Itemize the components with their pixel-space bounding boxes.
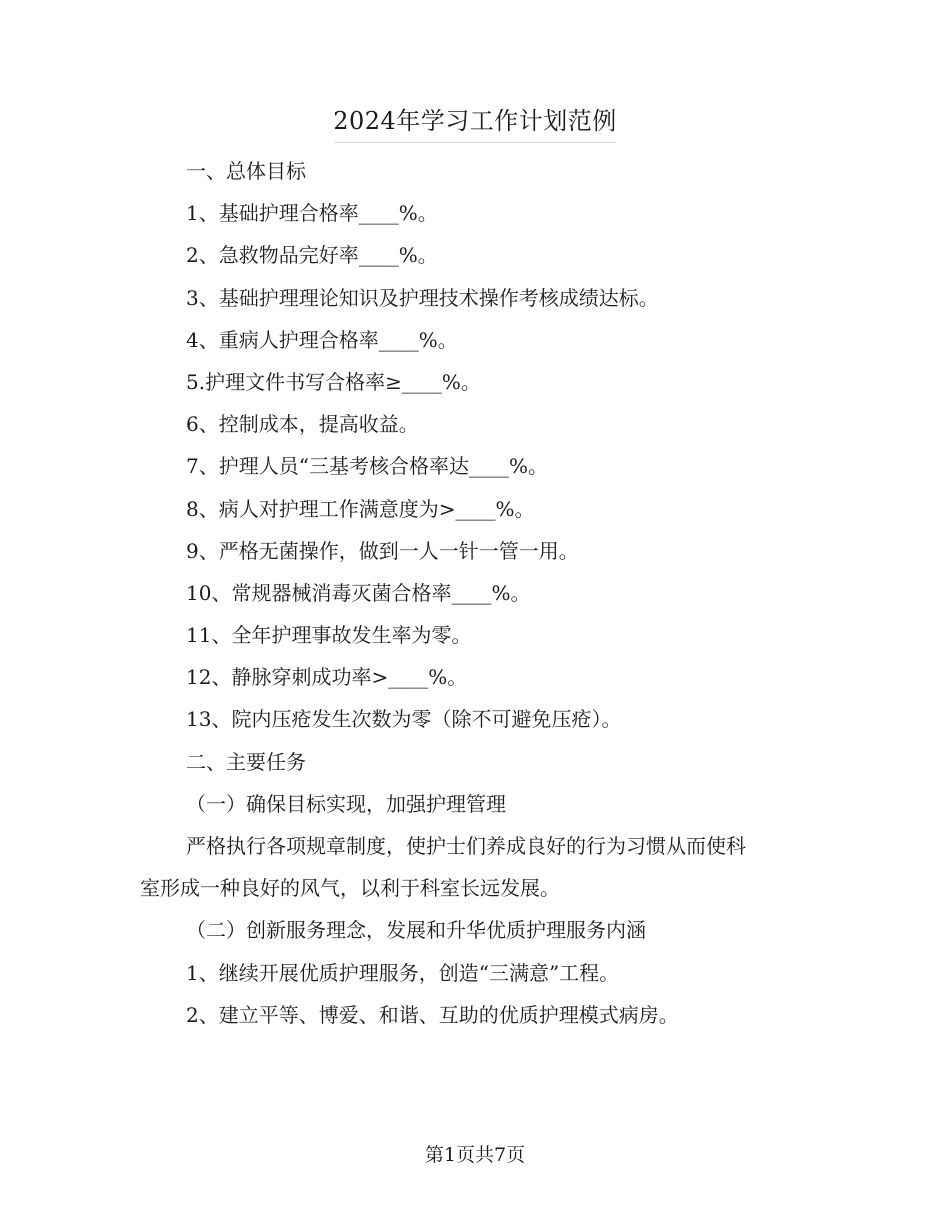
section-heading-main-tasks: 二、主要任务	[186, 749, 306, 774]
goal-item: 12、静脉穿刺成功率>____%。	[186, 665, 468, 690]
goal-item: 13、院内压疮发生次数为零（除不可避免压疮）。	[186, 707, 622, 732]
goal-item: 3、基础护理理论知识及护理技术操作考核成绩达标。	[186, 285, 659, 310]
goal-item: 2、急救物品完好率____%。	[186, 243, 438, 268]
section-heading-overall-goals: 一、总体目标	[186, 159, 306, 183]
paragraph-line-continued: 室形成一种良好的风气，以利于科室长远发展。	[140, 876, 560, 901]
goal-item: 5.护理文件书写合格率≥____%。	[186, 369, 481, 394]
task-item: 1、继续开展优质护理服务，创造“三满意”工程。	[186, 960, 620, 985]
goal-item: 4、重病人护理合格率____%。	[186, 327, 458, 352]
subsection-heading: （二）创新服务理念，发展和升华优质护理服务内涵	[186, 918, 646, 943]
title-underline	[334, 142, 616, 143]
goal-item: 6、控制成本，提高收益。	[186, 412, 419, 437]
page-number-footer: 第1页共7页	[424, 1144, 526, 1166]
goal-item: 11、全年护理事故发生率为零。	[186, 623, 472, 648]
document-body	[140, 150, 820, 1036]
goal-item: 7、护理人员“三基考核合格率达____%。	[186, 454, 548, 479]
goal-item: 8、病人对护理工作满意度为>____%。	[186, 496, 535, 521]
paragraph-line-first: 严格执行各项规章制度，使护士们养成良好的行为习惯从而使科	[186, 834, 746, 858]
goal-item: 9、严格无菌操作，做到一人一针一管一用。	[186, 538, 579, 563]
body-paragraph	[140, 825, 820, 909]
goal-item: 10、常规器械消毒灭菌合格率____%。	[186, 580, 531, 605]
document-title: 2024年学习工作计划范例	[333, 107, 617, 135]
task-item: 2、建立平等、博爱、和谐、互助的优质护理模式病房。	[186, 1002, 679, 1027]
goal-item: 1、基础护理合格率____%。	[186, 201, 438, 226]
subsection-heading: （一）确保目标实现，加强护理管理	[186, 791, 506, 816]
